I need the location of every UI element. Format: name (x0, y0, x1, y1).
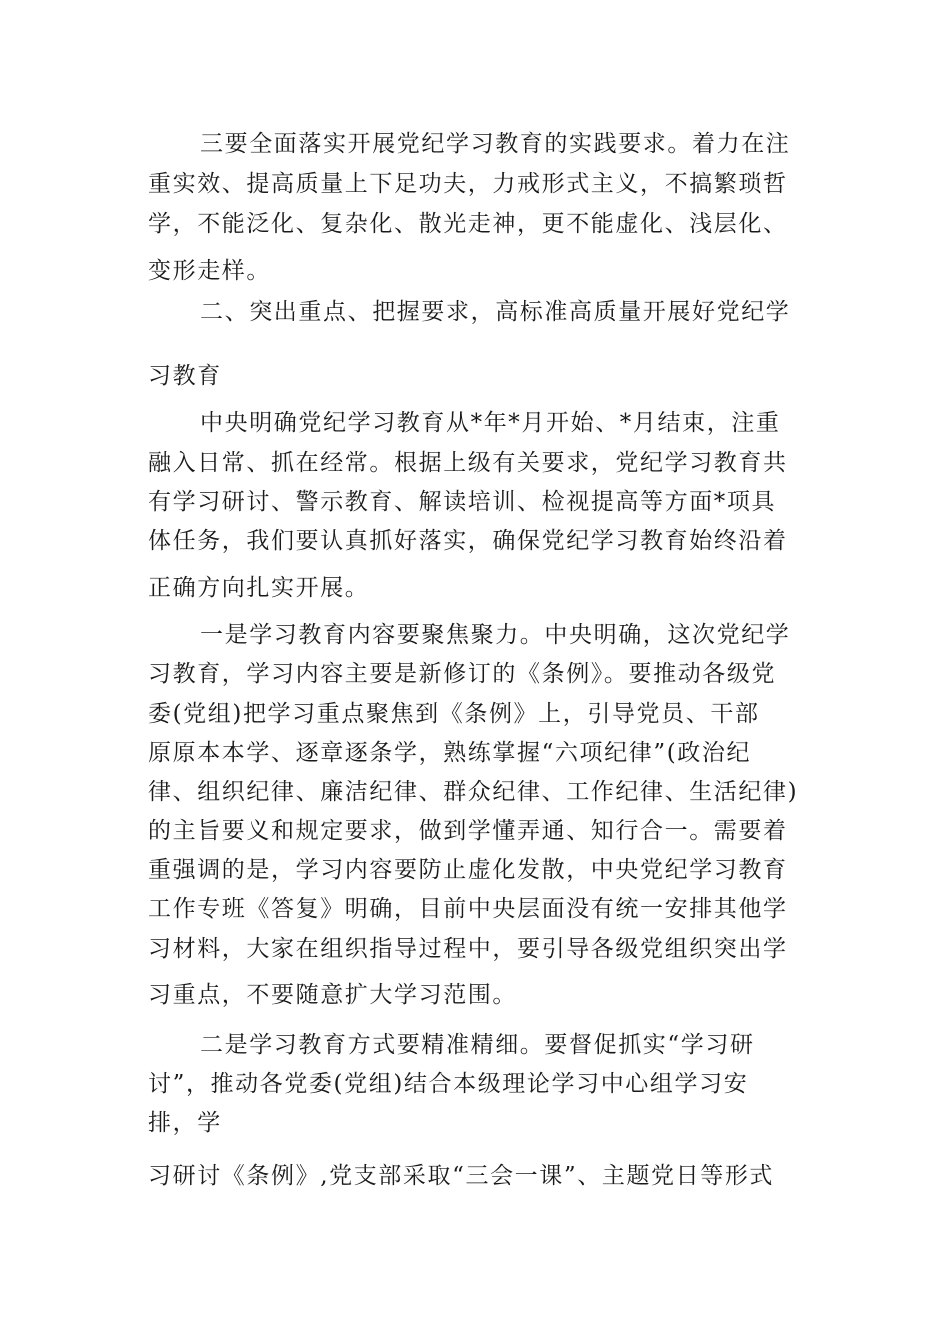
paragraph-line: 二是学习教育方式要精准精细。要督促抓实“学习研 (200, 1032, 755, 1058)
paragraph-line: 的主旨要义和规定要求，做到学懂弄通、知行合一。需要着 (148, 818, 788, 844)
paragraph-line: 一是学习教育内容要聚焦聚力。中央明确，这次党纪学 (200, 622, 791, 648)
section-heading-line: 二、突出重点、把握要求，高标准高质量开展好党纪学 (200, 299, 791, 325)
paragraph-line: 习研讨《条例》,党支部采取“三会一课”、主题党日等形式 (148, 1163, 775, 1189)
paragraph-line: 重强调的是，学习内容要防止虚化发散，中央党纪学习教育 (148, 857, 788, 883)
paragraph-line: 讨”，推动各党委(党组)结合本级理论学习中心组学习安 (148, 1071, 749, 1097)
paragraph-line: 变形走样。 (148, 258, 271, 284)
paragraph-line: 学，不能泛化、复杂化、散光走神，更不能虚化、浅层化、 (148, 211, 788, 237)
paragraph-line: 体任务，我们要认真抓好落实，确保党纪学习教育始终沿着 (148, 528, 788, 554)
paragraph-line: 排，学 (148, 1110, 222, 1136)
paragraph-line: 原原本本学、逐章逐条学，熟练掌握“六项纪律”(政治纪 (148, 740, 752, 766)
paragraph-line: 律、组织纪律、廉洁纪律、群众纪律、工作纪律、生活纪律) (148, 779, 799, 805)
paragraph-line: 习教育，学习内容主要是新修订的《条例》。要推动各级党 (148, 661, 777, 687)
paragraph-line: 重实效、提高质量上下足功夫，力戒形式主义，不搞繁琐哲 (148, 171, 788, 197)
paragraph-line: 中央明确党纪学习教育从*年*月开始、*月结束，注重 (200, 410, 781, 436)
paragraph-line: 委(党组)把学习重点聚焦到《条例》上，引导党员、干部 (148, 701, 760, 727)
paragraph-line: 习材料，大家在组织指导过程中，要引导各级党组织突出学 (148, 936, 788, 962)
section-heading-line: 习教育 (148, 363, 222, 389)
paragraph-line: 工作专班《答复》明确，目前中央层面没有统一安排其他学 (148, 896, 788, 922)
paragraph-line: 三要全面落实开展党纪学习教育的实践要求。着力在注 (200, 131, 791, 157)
paragraph-line: 习重点，不要随意扩大学习范围。 (148, 982, 517, 1008)
paragraph-line: 有学习研讨、警示教育、解读培训、检视提高等方面*项具 (148, 489, 777, 515)
paragraph-line: 正确方向扎实开展。 (148, 575, 370, 601)
paragraph-line: 融入日常、抓在经常。根据上级有关要求，党纪学习教育共 (148, 450, 788, 476)
